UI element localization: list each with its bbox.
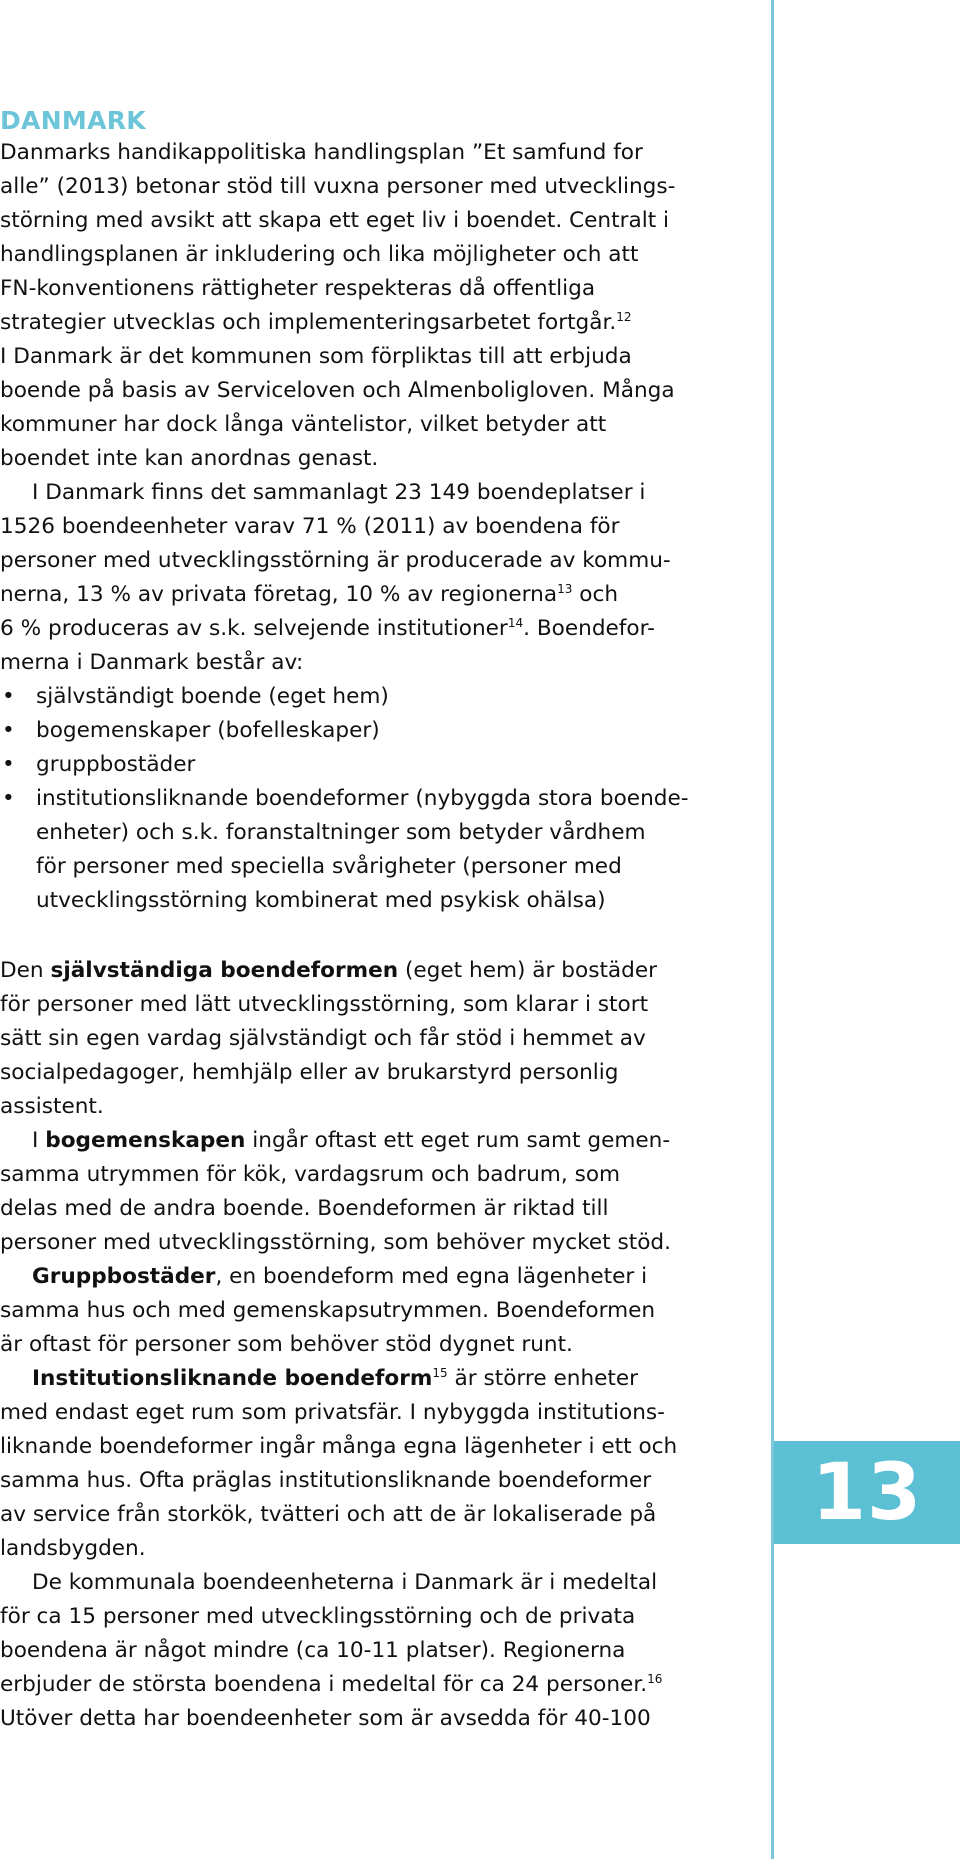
footnote-ref: 13 xyxy=(557,582,573,596)
text-line xyxy=(0,612,755,646)
text-line xyxy=(0,1260,755,1294)
text-line: med endast eget rum som privatsfär. I nybyggda institutions- xyxy=(0,1400,665,1425)
text-line xyxy=(0,1362,755,1396)
list-item-text: gruppbostäder xyxy=(36,752,196,777)
bold-term: Gruppbostäder xyxy=(32,1264,216,1289)
text-line: Danmarks handikappolitiska handlingsplan ”Et samfund for xyxy=(0,140,643,165)
text-line: 1526 boendeenheter varav 71 % (2011) av boendena för xyxy=(0,514,620,539)
list-item-continuation: enheter) och s.k. foranstaltninger som betyder vårdhem xyxy=(36,820,646,845)
text-segment: nerna, 13 % av privata företag, 10 % av regionerna xyxy=(0,582,558,607)
text-segment: är större enheter xyxy=(447,1366,639,1391)
section-heading: DANMARK xyxy=(0,106,146,135)
text-segment: erbjuder de största boendena i medeltal för ca 24 personer. xyxy=(0,1672,648,1697)
list-item xyxy=(0,714,755,748)
text-line: sätt sin egen vardag självständigt och får stöd i hemmet av xyxy=(0,1026,646,1051)
text-line: landsbygden. xyxy=(0,1536,146,1561)
text-segment: och xyxy=(572,582,619,607)
footnote-ref: 12 xyxy=(616,310,632,324)
text-line: delas med de andra boende. Boendeformen är riktad till xyxy=(0,1196,609,1221)
list-item xyxy=(0,782,755,918)
text-segment: I xyxy=(32,1128,46,1153)
text-line: assistent. xyxy=(0,1094,104,1119)
bold-term: Institutionsliknande boendeform xyxy=(32,1366,433,1391)
text-line: liknande boendeformer ingår många egna lägenheter i ett och xyxy=(0,1434,678,1459)
housing-types-list xyxy=(0,680,755,918)
text-line: samma utrymmen för kök, vardagsrum och badrum, som xyxy=(0,1162,621,1187)
text-line: boende på basis av Serviceloven och Almenboligloven. Många xyxy=(0,378,675,403)
text-segment: ingår oftast ett eget rum samt gemen- xyxy=(245,1128,671,1153)
margin-rule xyxy=(771,0,774,1859)
paragraph-group-housing xyxy=(0,1260,755,1362)
text-segment: 6 % produceras av s.k. selvejende institutioner xyxy=(0,616,508,641)
footnote-ref: 14 xyxy=(507,616,524,630)
text-line xyxy=(0,1124,755,1158)
text-line: I Danmark är det kommunen som förpliktas till att erbjuda xyxy=(0,344,632,369)
text-line: kommuner har dock långa väntelistor, vilket betyder att xyxy=(0,412,607,437)
text-segment: . Boendefor- xyxy=(523,616,655,641)
bullet-icon: • xyxy=(2,752,15,777)
text-segment: (eget hem) är bostäder xyxy=(398,958,658,983)
paragraph-statistics xyxy=(0,476,755,680)
text-line: alle” (2013) betonar stöd till vuxna personer med utvecklings- xyxy=(0,174,676,199)
paragraph-bogemenskap xyxy=(0,1124,755,1260)
text-line: boendena är något mindre (ca 10-11 platser). Regionerna xyxy=(0,1638,626,1663)
page-number-tab xyxy=(774,1441,960,1544)
text-line: är oftast för personer som behöver stöd dygnet runt. xyxy=(0,1332,573,1357)
text-line: personer med utvecklingsstörning är producerade av kommu- xyxy=(0,548,671,573)
bullet-icon: • xyxy=(2,684,15,709)
footnote-ref: 15 xyxy=(432,1366,448,1380)
text-line: för ca 15 personer med utvecklingsstörning och de privata xyxy=(0,1604,636,1629)
text-segment: Den xyxy=(0,958,51,983)
text-line: samma hus. Ofta präglas institutionsliknande boendeformer xyxy=(0,1468,652,1493)
bold-term: självständiga boendeformen xyxy=(50,958,399,983)
text-line: merna i Danmark består av: xyxy=(0,650,304,675)
text-line: personer med utvecklingsstörning, som behöver mycket stöd. xyxy=(0,1230,671,1255)
article xyxy=(0,106,755,1736)
bullet-icon: • xyxy=(2,718,15,743)
text-line xyxy=(0,1668,755,1702)
list-item xyxy=(0,680,755,714)
paragraph-intro xyxy=(0,136,755,340)
list-item-continuation: för personer med speciella svårigheter (personer med xyxy=(36,854,622,879)
text-line: störning med avsikt att skapa ett eget liv i boendet. Centralt i xyxy=(0,208,670,233)
text-line: handlingsplanen är inkludering och lika möjligheter och att xyxy=(0,242,639,267)
list-item-text: bogemenskaper (bofelleskaper) xyxy=(36,718,380,743)
list-item-text: självständigt boende (eget hem) xyxy=(36,684,389,709)
text-segment: strategier utvecklas och implementeringsarbetet fortgår. xyxy=(0,310,617,335)
paragraph-independent-living xyxy=(0,954,755,1124)
page-number: 13 xyxy=(811,1447,923,1538)
bold-term: bogemenskapen xyxy=(45,1128,246,1153)
list-item-text: institutionsliknande boendeformer (nybyggda stora boende- xyxy=(36,786,689,811)
text-line xyxy=(0,954,755,988)
text-line: för personer med lätt utvecklingsstörning, som klarar i stort xyxy=(0,992,649,1017)
text-line: FN-konventionens rättigheter respekteras då offentliga xyxy=(0,276,596,301)
footnote-ref: 16 xyxy=(647,1672,663,1686)
text-line: av service från storkök, tvätteri och att de är lokaliserade på xyxy=(0,1502,657,1527)
paragraph-municipality xyxy=(0,340,755,476)
paragraph-sizes xyxy=(0,1566,755,1736)
text-line: De kommunala boendeenheterna i Danmark är i medeltal xyxy=(32,1570,658,1595)
text-segment: , en boendeform med egna lägenheter i xyxy=(215,1264,648,1289)
bullet-icon: • xyxy=(2,786,15,811)
text-line: socialpedagoger, hemhjälp eller av brukarstyrd personlig xyxy=(0,1060,619,1085)
text-line: samma hus och med gemenskapsutrymmen. Boendeformen xyxy=(0,1298,656,1323)
list-item-continuation: utvecklingsstörning kombinerat med psykisk ohälsa) xyxy=(36,888,606,913)
text-line: Utöver detta har boendeenheter som är avsedda för 40-100 xyxy=(0,1706,651,1731)
text-line: boendet inte kan anordnas genast. xyxy=(0,446,379,471)
text-line xyxy=(0,578,755,612)
text-line: I Danmark finns det sammanlagt 23 149 boendeplatser i xyxy=(32,480,646,505)
paragraph-institutional xyxy=(0,1362,755,1566)
list-item xyxy=(0,748,755,782)
text-line xyxy=(0,306,755,340)
